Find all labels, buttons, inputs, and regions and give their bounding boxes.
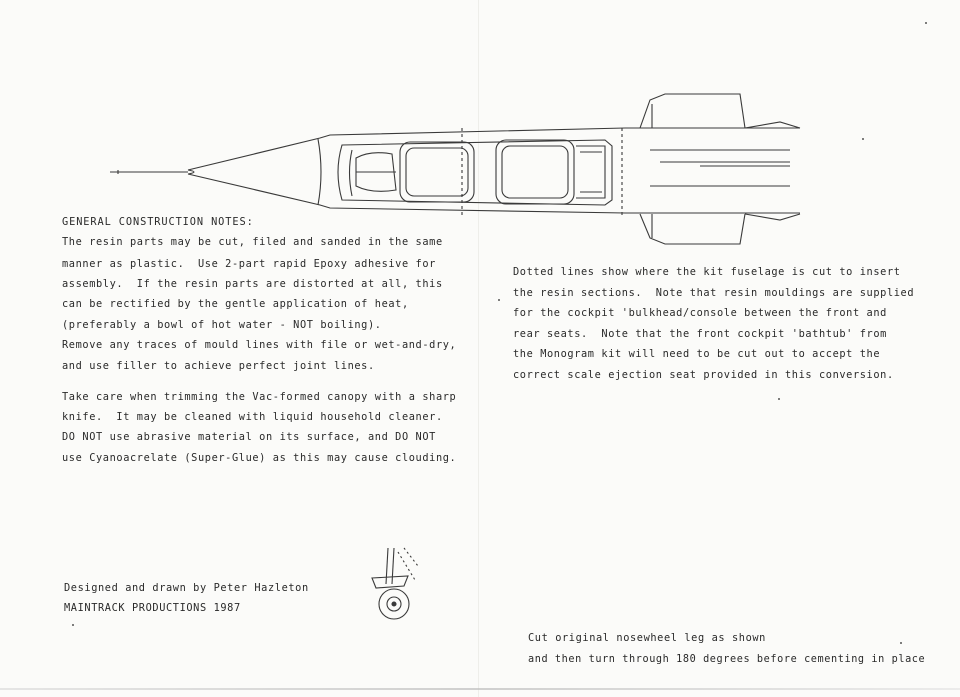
fuselage-note-line: Dotted lines show where the kit fuselage is cut to insert — [513, 266, 901, 278]
fuselage-note-line: correct scale ejection seat provided in this conversion. — [513, 369, 894, 381]
nosewheel-axle — [392, 602, 396, 606]
notes-line: manner as plastic. Use 2-part rapid Epoxy adhesive for — [62, 258, 436, 270]
notes-line: assembly. If the resin parts are distorted at all, this — [62, 278, 443, 290]
notes-line: Remove any traces of mould lines with file or wet-and-dry, — [62, 339, 457, 351]
cut-line-dotted — [404, 548, 418, 566]
notes-line: use Cyanoacrelate (Super-Glue) as this may cause clouding. — [62, 452, 457, 464]
fuselage-note-line: the Monogram kit will need to be cut out to accept the — [513, 348, 881, 360]
notes-line: Take care when trimming the Vac-formed canopy with a sharp — [62, 391, 457, 403]
notes-line: The resin parts may be cut, filed and sanded in the same — [62, 236, 443, 248]
torque-link — [372, 576, 408, 588]
notes-line: knife. It may be cleaned with liquid household cleaner. — [62, 411, 443, 423]
company-credit: MAINTRACK PRODUCTIONS 1987 — [64, 602, 241, 614]
oleo-leg — [392, 548, 394, 584]
nosewheel-note-line: and then turn through 180 degrees before cementing in place — [528, 654, 926, 665]
oleo-leg — [386, 548, 388, 584]
fuselage-note-line: for the cockpit 'bulkhead/console between the front and — [513, 307, 887, 319]
notes-line: can be rectified by the gentle application of heat, — [62, 298, 409, 310]
nosewheel-note-line: Cut original nosewheel leg as shown — [528, 632, 766, 644]
notes-line: (preferably a bowl of hot water - NOT boiling). — [62, 319, 382, 331]
fuselage-note-line: rear seats. Note that the front cockpit 'bathtub' from — [513, 328, 887, 340]
notes-line: DO NOT use abrasive material on its surface, and DO NOT — [62, 431, 436, 443]
notes-line: and use filler to achieve perfect joint lines. — [62, 360, 375, 372]
fuselage-note-line: the resin sections. Note that resin mouldings are supplied — [513, 287, 915, 299]
notes-heading: GENERAL CONSTRUCTION NOTES: — [62, 216, 254, 228]
designer-credit: Designed and drawn by Peter Hazleton — [64, 582, 309, 594]
